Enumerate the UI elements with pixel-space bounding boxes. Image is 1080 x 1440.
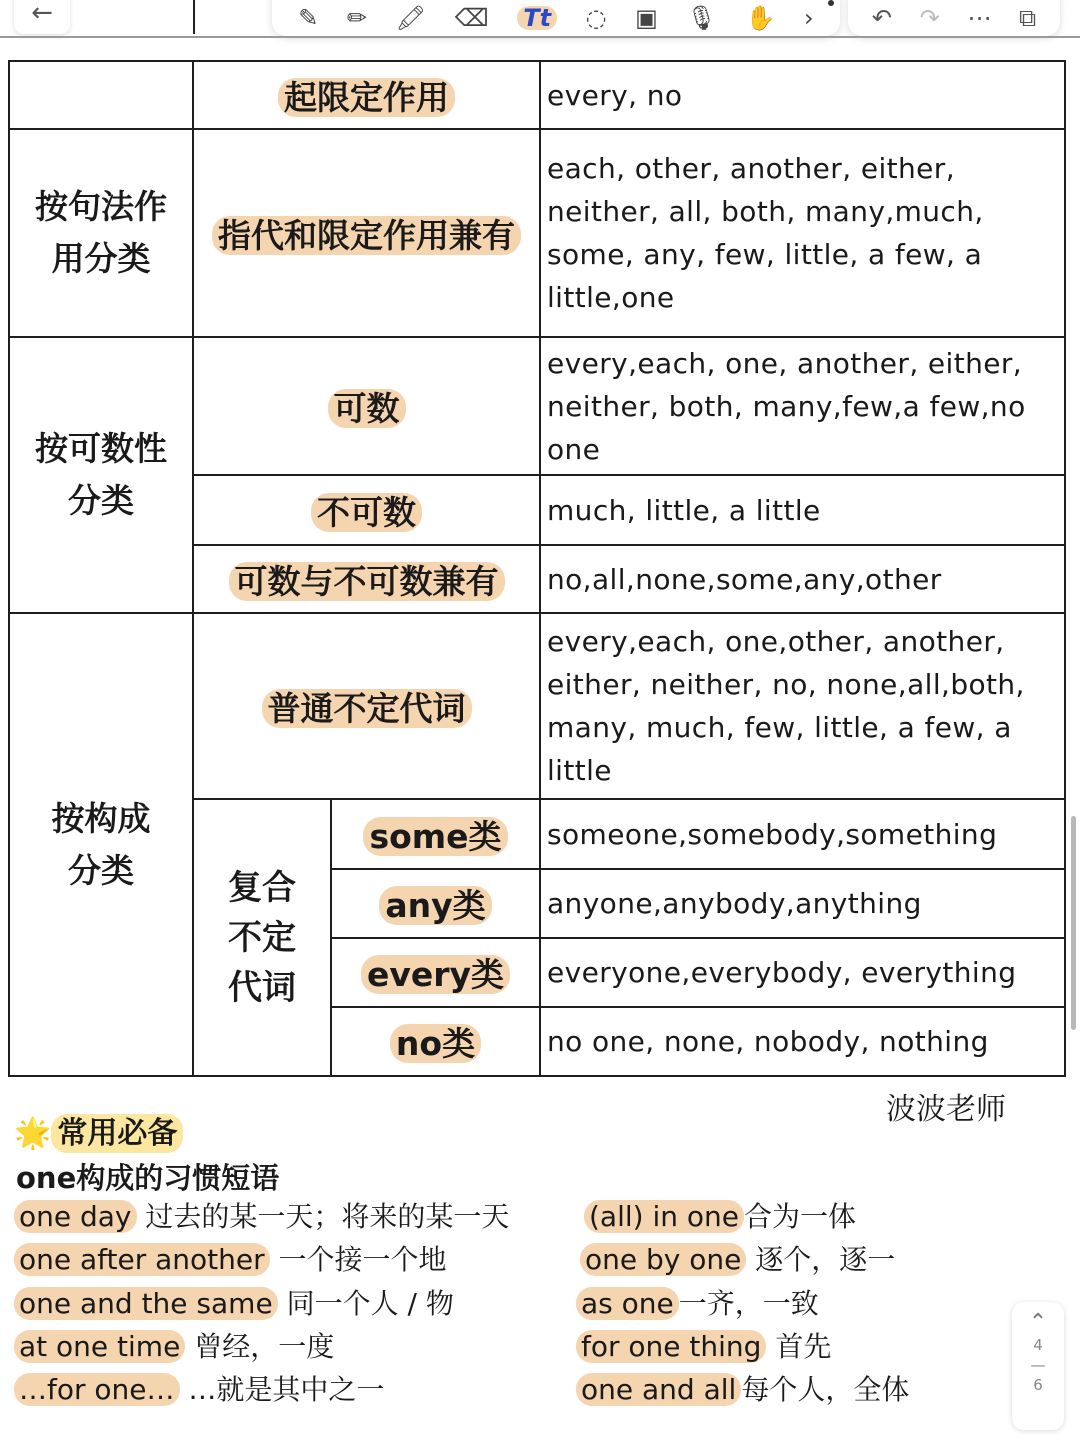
page-indicator[interactable] — [1012, 1302, 1064, 1430]
subcategory-cell — [193, 613, 540, 799]
section-title-label: 常用必备 — [51, 1114, 183, 1153]
star-icon: 🌟 — [14, 1116, 52, 1151]
phrase-item — [14, 1328, 334, 1366]
subcategory-cell — [193, 545, 540, 613]
subcategory-label: some类 — [363, 817, 507, 856]
phrase-item — [584, 1198, 856, 1236]
scrollbar[interactable] — [1071, 816, 1076, 1030]
phrase-en: for one thing — [576, 1330, 766, 1363]
subcategory-label: 指代和限定作用兼有 — [212, 216, 521, 255]
category-label: 按句法作用分类 — [35, 187, 167, 278]
category-cell — [9, 337, 193, 613]
redo-icon[interactable]: ↷ — [919, 4, 940, 32]
phrase-zh: 过去的某一天；将来的某一天 — [136, 1200, 510, 1233]
category-cell — [9, 613, 193, 1076]
hand-icon[interactable]: ✋ — [745, 4, 776, 32]
pen-icon[interactable]: ✎ — [298, 4, 319, 32]
phrase-item — [14, 1241, 447, 1279]
phrase-en: at one time — [14, 1330, 185, 1363]
subcategory-label: 普通不定代词 — [262, 689, 472, 728]
undo-icon[interactable]: ↶ — [871, 4, 892, 32]
text-icon[interactable]: Tt — [517, 6, 557, 30]
history-controls — [848, 0, 1060, 36]
phrase-zh: …就是其中之一 — [179, 1373, 385, 1406]
subcategory-cell — [331, 938, 540, 1007]
words-cell: every,each, one,other, another, either, neither, no, none,all,both, many, much, few, little, a few, a little — [540, 613, 1065, 799]
words-cell: much, little, a little — [540, 475, 1065, 545]
eraser-icon[interactable]: ⌫ — [454, 4, 489, 32]
dot-indicator — [828, 0, 834, 6]
phrase-en: one and the same — [14, 1287, 278, 1320]
subcategory-cell — [331, 869, 540, 938]
phrase-item — [14, 1198, 509, 1236]
divider — [193, 0, 195, 34]
subcategory-cell — [193, 475, 540, 545]
tool-palette — [272, 0, 840, 36]
words-cell: each, other, another, either, neither, all, both, many,much, some, any, few, little, a few, a little,one — [540, 129, 1065, 337]
subcategory-label: 可数与不可数兼有 — [229, 562, 505, 601]
phrase-item — [14, 1371, 384, 1409]
pages-icon[interactable]: ⧉ — [1019, 4, 1037, 32]
subcategory-label: any类 — [379, 886, 491, 925]
phrase-zh: 一个接一个地 — [269, 1243, 447, 1276]
subcategory-label: 可数 — [328, 389, 406, 428]
section-title — [14, 1108, 183, 1152]
phrase-en: …for one… — [14, 1373, 180, 1406]
category-cell — [9, 129, 193, 337]
words-cell: no one, none, nobody, nothing — [540, 1007, 1065, 1076]
subcategory-label: every类 — [361, 955, 510, 994]
phrase-zh: 曾经，一度 — [185, 1330, 335, 1363]
phrase-zh: 逐个，逐一 — [746, 1243, 896, 1276]
subcategory-label: 起限定作用 — [278, 78, 455, 117]
phrase-en: one by one — [580, 1243, 746, 1276]
page-separator: — — [1030, 1356, 1046, 1374]
category-label: 按构成分类 — [51, 798, 151, 890]
phrase-zh: 一齐，一致 — [678, 1287, 819, 1320]
chevron-right-icon[interactable]: › — [803, 4, 814, 32]
pronoun-table — [8, 60, 1066, 1077]
phrase-item — [580, 1241, 895, 1279]
image-icon[interactable]: ▣ — [635, 4, 658, 32]
highlighter-icon[interactable]: 🖍 — [395, 4, 427, 32]
back-button[interactable] — [14, 0, 70, 34]
mic-icon[interactable]: 🎙 — [686, 4, 717, 32]
pencil-icon[interactable]: ✏ — [346, 4, 368, 32]
more-icon[interactable]: ⋯ — [967, 4, 992, 32]
author-name: 波波老师 — [886, 1092, 1006, 1127]
toolbar — [0, 0, 1080, 38]
compound-label: 复合不定代词 — [228, 867, 296, 1008]
subcategory-label: 不可数 — [311, 493, 422, 532]
phrase-en: as one — [576, 1287, 679, 1320]
phrase-en: one and all — [576, 1373, 741, 1406]
lasso-icon[interactable]: ◌ — [585, 4, 607, 32]
words-cell: anyone,anybody,anything — [540, 869, 1065, 938]
total-pages: 6 — [1033, 1376, 1043, 1394]
subcategory-cell — [193, 337, 540, 475]
phrase-item — [576, 1285, 819, 1323]
back-arrow-icon: ← — [31, 0, 53, 28]
current-page: 4 — [1033, 1336, 1043, 1354]
words-cell: someone,somebody,something — [540, 799, 1065, 869]
phrase-zh: 每个人，全体 — [741, 1373, 910, 1406]
subcategory-cell — [193, 129, 540, 337]
phrase-item — [14, 1285, 454, 1323]
subcategory-label: no类 — [390, 1024, 481, 1063]
chevron-up-icon[interactable]: ⌃ — [1028, 1310, 1048, 1335]
toolbar-border — [0, 36, 1080, 38]
words-cell: every,each, one, another, either, neither, both, many,few,a few,no one — [540, 337, 1065, 475]
phrase-item — [576, 1371, 909, 1409]
section-subtitle: one构成的习惯短语 — [16, 1161, 280, 1195]
category-label: 按可数性分类 — [35, 429, 167, 520]
subcategory-cell — [331, 799, 540, 869]
phrase-zh: 首先 — [766, 1330, 832, 1363]
phrase-zh: 合为一体 — [744, 1200, 857, 1233]
phrase-zh: 同一个人 / 物 — [277, 1287, 454, 1320]
subcategory-cell — [331, 1007, 540, 1076]
words-cell: no,all,none,some,any,other — [540, 545, 1065, 613]
phrase-item — [576, 1328, 831, 1366]
compound-cell — [193, 799, 331, 1076]
phrase-en: one after another — [14, 1243, 270, 1276]
words-cell: everyone,everybody, everything — [540, 938, 1065, 1007]
subcategory-cell — [193, 61, 540, 129]
phrase-en: one day — [14, 1200, 137, 1233]
words-cell: every, no — [540, 61, 1065, 129]
empty-cell — [9, 61, 193, 129]
phrase-en: (all) in one — [584, 1200, 744, 1233]
